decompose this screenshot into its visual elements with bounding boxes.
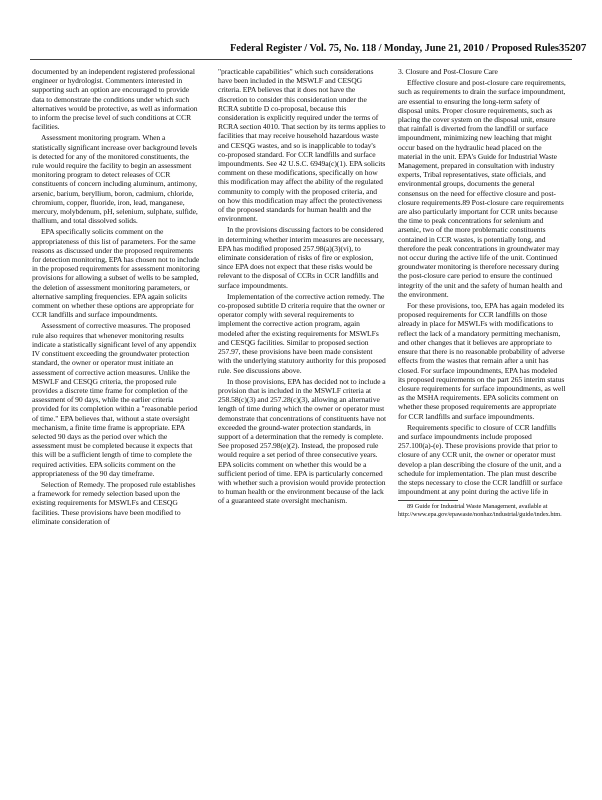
paragraph: Selection of Remedy. The proposed rule establishes a framework for remedy selection based upon the existing requirements for MSWLFs and CESQG facilities. These provisions have been modified to eliminate consideration of: [32, 479, 196, 526]
paragraph: Implementation of the corrective action remedy. The co-proposed subtitle D criteria require that the owner or operator comply with several requirements to implement the corrective action program, again modeled after the existing requirements for MSWLFs and CESQG facilities. Similar to proposed section 257.97, these provisions have been made consistent with the underlying statutory authority for this proposed rule. See discussions above.: [218, 291, 386, 375]
text-column-2: [218, 67, 386, 792]
paragraph: In the provisions discussing factors to be considered in determining whether interim measures are necessary, EPA has modified proposed 257.98(a)(3)(vi), to eliminate consideration of risks of fire or explosion, since EPA does not expect that these risks would be relevant to the disposal of CCRs in CCR landfills and surface impoundments.: [218, 225, 385, 290]
running-header: [230, 42, 587, 58]
page-number: 35207: [558, 42, 587, 54]
paragraph: documented by an independent registered professional engineer or hydrologist. Commenters interested in supporting such an option are encouraged to provide data to demonstrate the conditions under which such alternatives would be protective, as well as information to inform the precise level of such conditions at CCR facilities.: [32, 67, 198, 132]
paragraph: Assessment monitoring program. When a statistically significant increase over background levels is detected for any of the monitored constituents, the rule would require the facility to begin an assessment monitoring program to detect releases of CCR constituents of concern including aluminum, antimony, arsenic, barium, beryllium, boron, cadmium, chloride, chromium, copper, fluoride, iron, lead, manganese, mercury, molybdenum, pH, selenium, sulphate, sulfide, thallium, and total dissolved solids.: [32, 133, 198, 226]
section-heading: 3. Closure and Post-Closure Care: [398, 67, 498, 76]
paragraph: Effective closure and post-closure care requirements, such as requirements to drain the surface impoundment, are essential to ensuring the long-term safety of disposal units. Proper closure requirements, such as placing the cover system on the disposal unit, ensure that rainfall is diverted from the landfill or surface impoundment, minimizing new leaching that might occur based on the hydraulic head placed on the material in the unit. EPA's Guide for Industrial Waste Management, prepared in consultation with industry experts, Tribal representatives, state officials, and environmental groups, documents the general consensus on the need for effective closure and post-closure requirements.89 Post-closure care requirements are also particularly important for CCR units because the time to peak concentrations for selenium and arsenic, two of the more problematic constituents contained in CCR wastes, is potentially long, and therefore the peak concentrations in groundwater may not occur during the active life of the unit. Continued groundwater monitoring is therefore necessary during the post-closure care period to ensure the continued integrity of the unit and the safety of human health and the environment.: [398, 78, 566, 299]
header-title: Federal Register / Vol. 75, No. 118 / Monday, June 21, 2010 / Proposed Rules: [230, 43, 559, 54]
paragraph: In those provisions, EPA has decided not to include a provision that is included in the MSWLF criteria at 258.58(c)(3) and 257.28(c)(3), allowing an alternative length of time during which the owner or operator must demonstrate that concentrations of constituents have not exceeded the ground-water protection standards, in support of a determination that the remedy is complete. See proposed 257.98(e)(2). Instead, the proposed rule would require a set period of three consecutive years. EPA solicits comment on whether this would be a sufficient period of time. EPA is particularly concerned with whether such a provision would provide protection to human health or the environment because of the lack of a guaranteed state oversight mechanism.: [218, 376, 386, 506]
paragraph: EPA specifically solicits comment on the appropriateness of this list of parameters. For the same reasons as discussed under the proposed requirements for detection monitoring, EPA has chosen not to include in the proposed requirements for assessment monitoring provisions for allowing a subset of wells to be sampled, the deletion of assessment monitoring parameters, or alternative sampling frequencies. EPA again solicits comment on whether these options are appropriate for CCR landfills and surface impoundments.: [32, 227, 200, 320]
paragraph: Assessment of corrective measures. The proposed rule also requires that whenever monitoring results indicate a statistically significant level of any appendix IV constituent exceeding the groundwater protection standard, the owner or operator must initiate an assessment of corrective action measures. Unlike the MSWLF and CESQG criteria, the proposed rule provides a discrete time frame for completion of the assessment of 90 days, while the earlier criteria provided for its completion within a "reasonable period of time." EPA believes that, without a state oversight mechanism, a finite time frame is appropriate. EPA selected 90 days as the period over which the assessment must be completed because it expects that this will be a sufficient length of time to complete the required activities. EPA solicits comment on the appropriateness of the 90 day timeframe.: [32, 321, 198, 478]
footnote: 89 Guide for Industrial Waste Management, available at http://www.epa.gov/epawaste/nonhaz/industrial/guide/index.htm.: [398, 503, 562, 518]
text-column-3: [398, 67, 566, 792]
text-column-1: [32, 67, 200, 792]
header-rule: [30, 59, 572, 60]
paragraph: "practicable capabilities" which such considerations have been included in the MSWLF and CESQG criteria. EPA believes that it does not have the discretion to consider this consideration under the RCRA subtitle D co-proposal, because this consideration is explicitly required under the terms of RCRA section 4010. That section by its terms applies to facilities that may receive household hazardous waste and CESQG wastes, and so is inapplicable to today's co-proposed standard. For CCR landfills and surface impoundments. See 42 U.S.C. 6949a(c)(1). EPA solicits comment on these modifications, specifically on how this modification may affect the ability of the regulated community to comply with the proposed criteria, and on how this modification may affect the protectiveness of the proposed standards for human health and the environment.: [218, 67, 386, 224]
paragraph: For these provisions, too, EPA has again modeled its proposed requirements for CCR landfills on those already in place for MSWLFs with modifications to reflect the lack of a mandatory permitting mechanism, and other changes that it believes are appropriate to ensure that there is no reasonable probability of adverse effects from the wastes that remain after a unit has closed. For surface impoundments, EPA has modeled its proposed requirements on the part 265 interim status closure requirements for surface impoundments, as well as the MSHA requirements. EPA solicits comment on whether these proposed requirements are appropriate for CCR landfills and surface impoundments.: [398, 301, 566, 421]
paragraph: Requirements specific to closure of CCR landfills and surface impoundments include proposed 257.100(a)-(e). These provisions provide that prior to closure of any CCR unit, the owner or operator must develop a plan describing the closure of the unit, and a schedule for implementation. The plan must describe the steps necessary to close the CCR landfill or surface impoundment at any point during the active life in: [398, 422, 563, 497]
